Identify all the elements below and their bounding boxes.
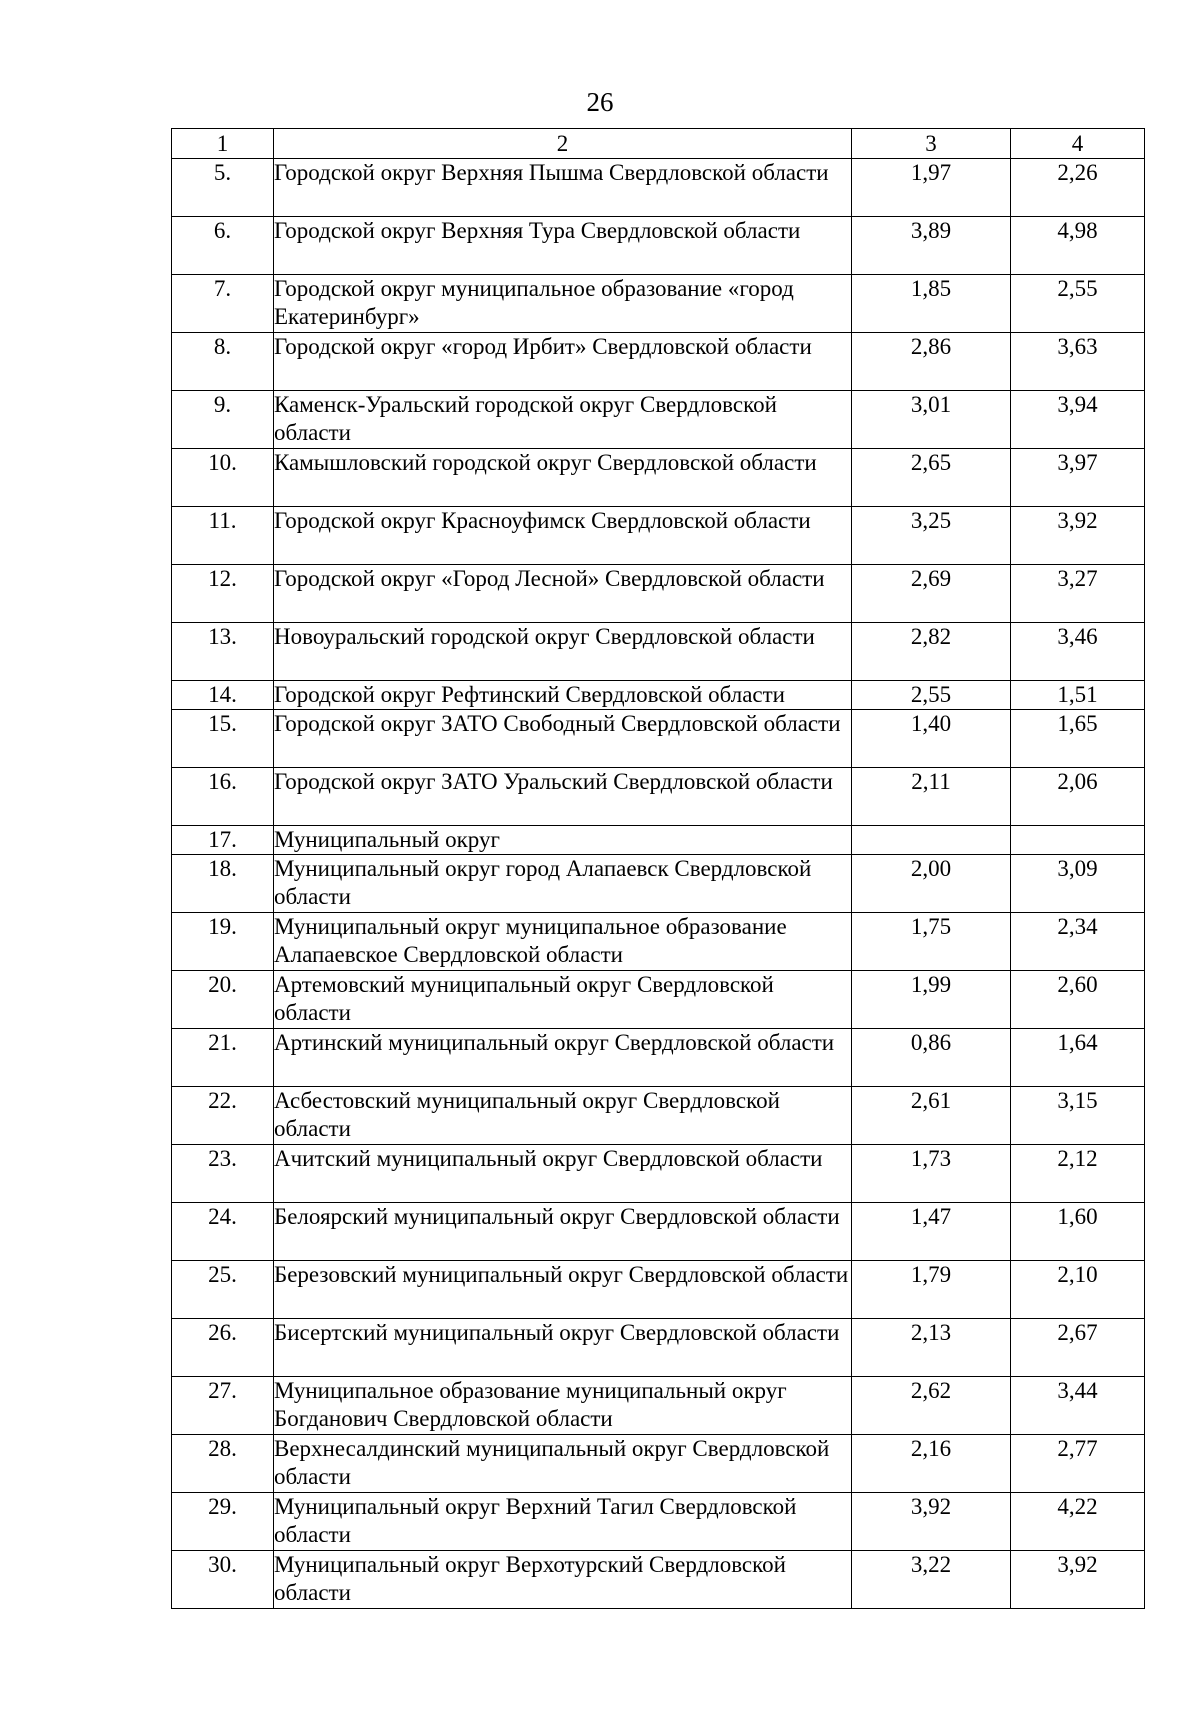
table-row: [172, 391, 1145, 449]
row-value-4: 2,10: [1011, 1261, 1145, 1319]
row-name: Муниципальное образование муниципальный округ Богданович Свердловской области: [274, 1377, 852, 1435]
row-number: 23.: [172, 1145, 274, 1203]
table-row: [172, 1261, 1145, 1319]
row-name: Городской округ Верхняя Тура Свердловской области: [274, 217, 852, 275]
row-value-4: 2,77: [1011, 1435, 1145, 1493]
row-value-4: 1,51: [1011, 681, 1145, 710]
header-row: [172, 129, 1145, 159]
row-name: Городской округ ЗАТО Уральский Свердловской области: [274, 768, 852, 826]
table-body: [172, 159, 1145, 1609]
row-value-4: 3,92: [1011, 507, 1145, 565]
table-row: [172, 449, 1145, 507]
header-col-2: 2: [274, 129, 852, 159]
row-name: Городской округ Рефтинский Свердловской области: [274, 681, 852, 710]
row-number: 24.: [172, 1203, 274, 1261]
row-value-3: 2,11: [852, 768, 1011, 826]
row-value-4: 2,26: [1011, 159, 1145, 217]
row-value-3: 2,65: [852, 449, 1011, 507]
table-row: [172, 913, 1145, 971]
row-value-4: 3,94: [1011, 391, 1145, 449]
row-name: Асбестовский муниципальный округ Свердловской области: [274, 1087, 852, 1145]
row-value-3: 3,25: [852, 507, 1011, 565]
table-header: [172, 129, 1145, 159]
row-name: Муниципальный округ Верхотурский Свердловской области: [274, 1551, 852, 1609]
row-number: 11.: [172, 507, 274, 565]
table-row: [172, 1029, 1145, 1087]
row-number: 5.: [172, 159, 274, 217]
table-row: [172, 275, 1145, 333]
table-row: [172, 826, 1145, 855]
table-row: [172, 217, 1145, 275]
table-row: [172, 565, 1145, 623]
row-value-3: 1,85: [852, 275, 1011, 333]
row-value-3: 2,82: [852, 623, 1011, 681]
row-value-3: 2,61: [852, 1087, 1011, 1145]
row-number: 19.: [172, 913, 274, 971]
row-value-3: 2,86: [852, 333, 1011, 391]
header-col-3: 3: [852, 129, 1011, 159]
row-name: Каменск-Уральский городской округ Свердловской области: [274, 391, 852, 449]
row-number: 13.: [172, 623, 274, 681]
row-value-4: 1,64: [1011, 1029, 1145, 1087]
row-value-3: 1,99: [852, 971, 1011, 1029]
row-number: 9.: [172, 391, 274, 449]
row-name: Городской округ Верхняя Пышма Свердловской области: [274, 159, 852, 217]
row-name: Артемовский муниципальный округ Свердловской области: [274, 971, 852, 1029]
row-name: Муниципальный округ Верхний Тагил Свердловской области: [274, 1493, 852, 1551]
row-value-3: 0,86: [852, 1029, 1011, 1087]
row-number: 7.: [172, 275, 274, 333]
row-name: Муниципальный округ город Алапаевск Свердловской области: [274, 855, 852, 913]
table-row: [172, 1493, 1145, 1551]
row-value-4: 3,63: [1011, 333, 1145, 391]
row-name: Бисертский муниципальный округ Свердловской области: [274, 1319, 852, 1377]
row-number: 12.: [172, 565, 274, 623]
row-value-4: 3,15: [1011, 1087, 1145, 1145]
row-value-4: 3,27: [1011, 565, 1145, 623]
row-value-4: 1,60: [1011, 1203, 1145, 1261]
row-name: Камышловский городской округ Свердловской области: [274, 449, 852, 507]
row-value-3: 1,97: [852, 159, 1011, 217]
row-value-4: 1,65: [1011, 710, 1145, 768]
table-row: [172, 507, 1145, 565]
table-row: [172, 971, 1145, 1029]
row-value-4: 2,55: [1011, 275, 1145, 333]
row-value-3: 2,00: [852, 855, 1011, 913]
row-value-4: 4,98: [1011, 217, 1145, 275]
row-name: Верхнесалдинский муниципальный округ Свердловской области: [274, 1435, 852, 1493]
row-number: 14.: [172, 681, 274, 710]
row-number: 22.: [172, 1087, 274, 1145]
table-row: [172, 855, 1145, 913]
row-value-3: 2,55: [852, 681, 1011, 710]
row-name: Городской округ ЗАТО Свободный Свердловской области: [274, 710, 852, 768]
row-number: 25.: [172, 1261, 274, 1319]
row-name: Артинский муниципальный округ Свердловской области: [274, 1029, 852, 1087]
row-value-4: 4,22: [1011, 1493, 1145, 1551]
row-number: 6.: [172, 217, 274, 275]
row-value-3: 2,69: [852, 565, 1011, 623]
row-value-4: 3,46: [1011, 623, 1145, 681]
row-name: Белоярский муниципальный округ Свердловской области: [274, 1203, 852, 1261]
row-number: 20.: [172, 971, 274, 1029]
table-row: [172, 681, 1145, 710]
table-row: [172, 1319, 1145, 1377]
table-row: [172, 768, 1145, 826]
row-value-4: 3,92: [1011, 1551, 1145, 1609]
row-value-3: 1,75: [852, 913, 1011, 971]
table-row: [172, 1377, 1145, 1435]
row-name: Городской округ «город Ирбит» Свердловской области: [274, 333, 852, 391]
row-name: Новоуральский городской округ Свердловской области: [274, 623, 852, 681]
table-row: [172, 159, 1145, 217]
row-name: Городской округ муниципальное образование «город Екатеринбург»: [274, 275, 852, 333]
row-value-3: 1,73: [852, 1145, 1011, 1203]
header-col-1: 1: [172, 129, 274, 159]
table-row: [172, 623, 1145, 681]
row-value-4: [1011, 826, 1145, 855]
row-number: 8.: [172, 333, 274, 391]
row-value-3: 1,40: [852, 710, 1011, 768]
row-value-4: 2,60: [1011, 971, 1145, 1029]
row-number: 29.: [172, 1493, 274, 1551]
row-value-4: 2,06: [1011, 768, 1145, 826]
row-value-4: 3,44: [1011, 1377, 1145, 1435]
row-value-3: 3,89: [852, 217, 1011, 275]
row-name: Городской округ Красноуфимск Свердловской области: [274, 507, 852, 565]
row-name: Ачитский муниципальный округ Свердловской области: [274, 1145, 852, 1203]
table-row: [172, 1551, 1145, 1609]
row-number: 10.: [172, 449, 274, 507]
row-name: Муниципальный округ: [274, 826, 852, 855]
table-row: [172, 1145, 1145, 1203]
table-row: [172, 1435, 1145, 1493]
table-row: [172, 710, 1145, 768]
row-name: Городской округ «Город Лесной» Свердловской области: [274, 565, 852, 623]
row-number: 17.: [172, 826, 274, 855]
row-value-4: 3,09: [1011, 855, 1145, 913]
row-name: Березовский муниципальный округ Свердловской области: [274, 1261, 852, 1319]
row-value-3: 3,92: [852, 1493, 1011, 1551]
row-number: 15.: [172, 710, 274, 768]
row-value-3: 3,01: [852, 391, 1011, 449]
row-number: 18.: [172, 855, 274, 913]
table-row: [172, 333, 1145, 391]
row-value-3: 2,16: [852, 1435, 1011, 1493]
row-value-4: 2,67: [1011, 1319, 1145, 1377]
row-number: 26.: [172, 1319, 274, 1377]
row-value-4: 3,97: [1011, 449, 1145, 507]
page-number: 26: [586, 87, 614, 117]
row-number: 16.: [172, 768, 274, 826]
row-value-4: 2,34: [1011, 913, 1145, 971]
row-value-3: [852, 826, 1011, 855]
row-number: 28.: [172, 1435, 274, 1493]
row-number: 27.: [172, 1377, 274, 1435]
row-value-3: 1,79: [852, 1261, 1011, 1319]
row-value-3: 3,22: [852, 1551, 1011, 1609]
row-value-3: 2,62: [852, 1377, 1011, 1435]
header-col-4: 4: [1011, 129, 1145, 159]
row-value-4: 2,12: [1011, 1145, 1145, 1203]
table-row: [172, 1087, 1145, 1145]
row-name: Муниципальный округ муниципальное образование Алапаевское Свердловской области: [274, 913, 852, 971]
row-number: 30.: [172, 1551, 274, 1609]
row-value-3: 1,47: [852, 1203, 1011, 1261]
table-row: [172, 1203, 1145, 1261]
row-value-3: 2,13: [852, 1319, 1011, 1377]
data-table: [171, 128, 1145, 1609]
row-number: 21.: [172, 1029, 274, 1087]
